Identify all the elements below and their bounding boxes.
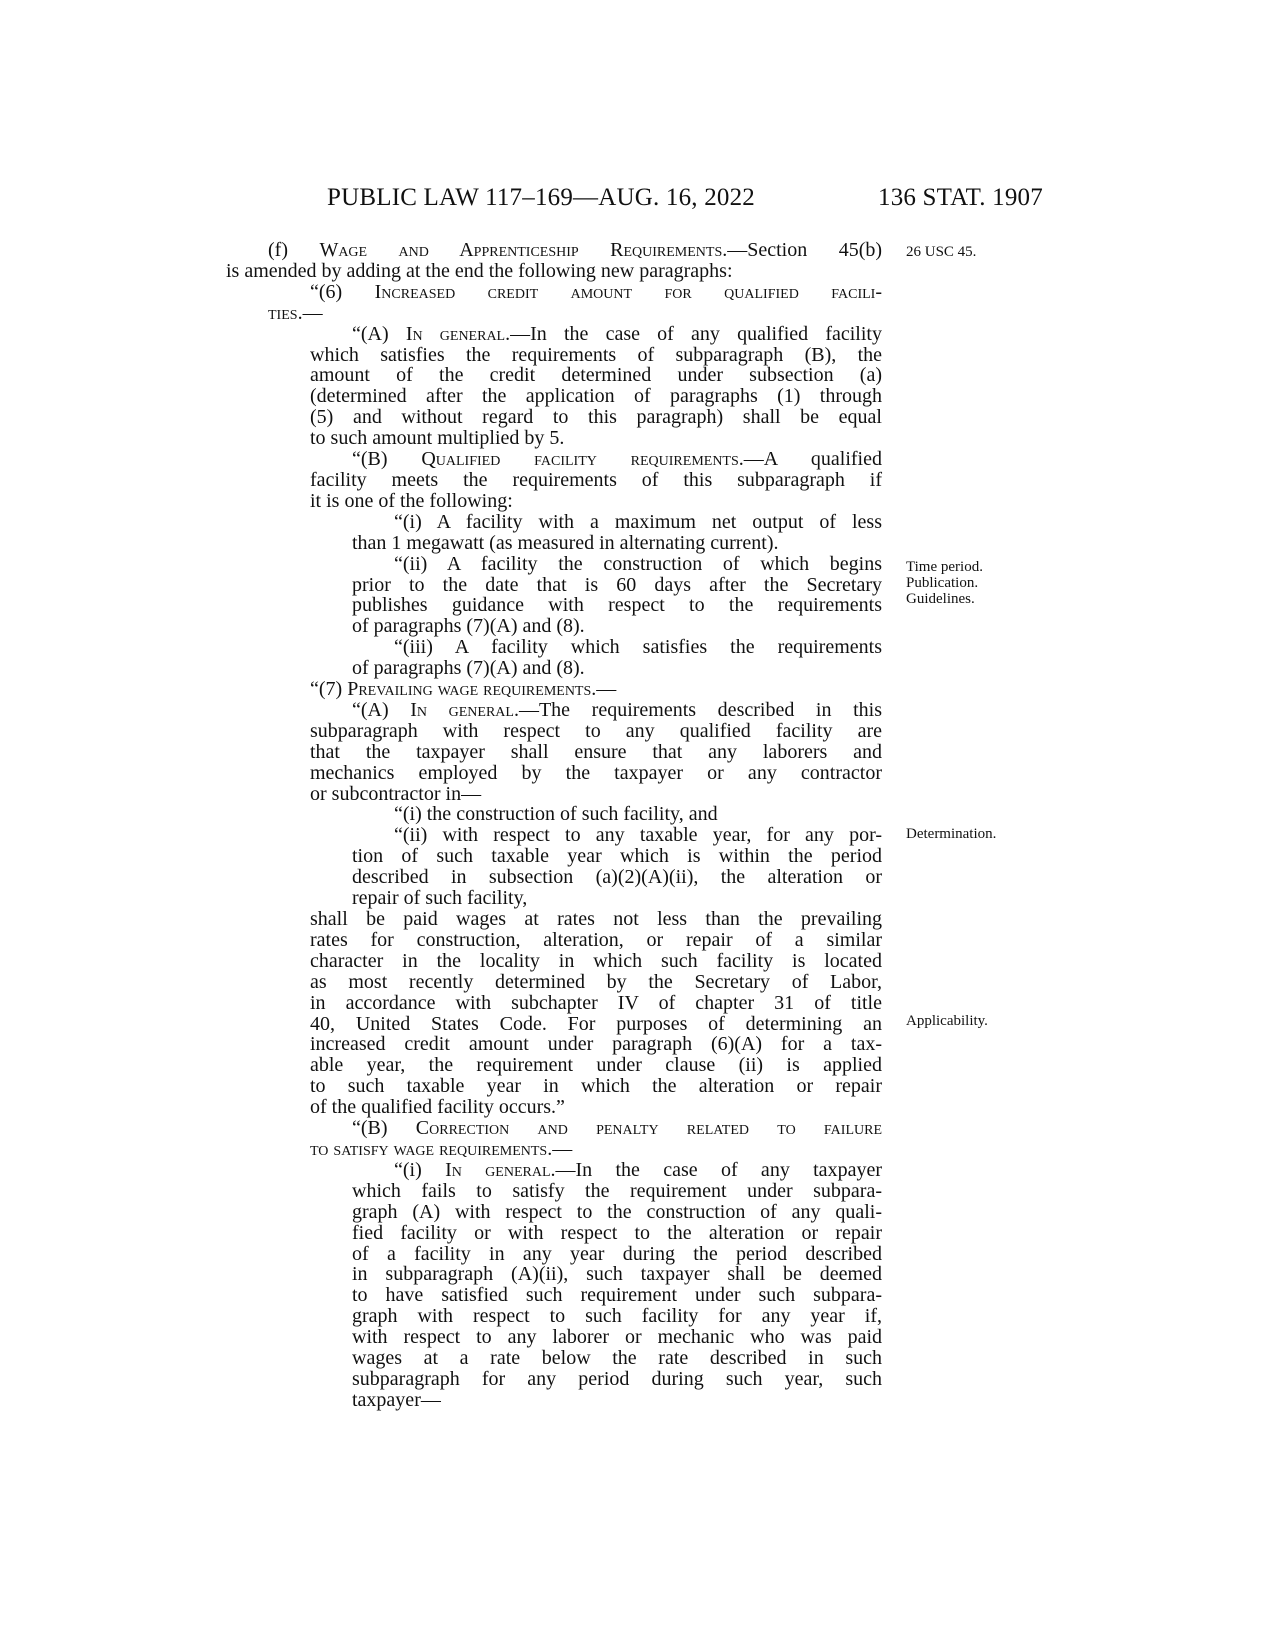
text-line: (5) and without regard to this paragraph) shall be equal (310, 406, 882, 429)
text-line: (determined after the application of paragraphs (1) through (310, 385, 882, 408)
text-line: subparagraph for any period during such year, such (352, 1367, 882, 1390)
text-line: “(ii) A facility the construction of which begins (394, 552, 882, 575)
text-line: “(i) In general.—In the case of any taxpayer (394, 1158, 882, 1181)
text-line: character in the locality in which such facility is located (310, 949, 882, 972)
text-line: which fails to satisfy the requirement under subpara- (352, 1179, 882, 1202)
text-line: mechanics employed by the taxpayer or any contractor (310, 761, 882, 784)
text-line: it is one of the following: (310, 489, 513, 512)
text-line: shall be paid wages at rates not less than the prevailing (310, 908, 882, 930)
text-line: 40, United States Code. For purposes of determining an (310, 1012, 882, 1035)
text-line: fied facility or with respect to the alteration or repair (352, 1221, 882, 1244)
text-line: to have satisfied such requirement under such subpara- (352, 1284, 882, 1307)
text-line: which satisfies the requirements of subparagraph (B), the (310, 343, 882, 366)
margin-note-line: Guidelines. (906, 591, 975, 607)
text-line: facility meets the requirements of this subparagraph if (310, 468, 882, 491)
text-line: “(B) Correction and penalty related to failure (352, 1117, 882, 1140)
text-line: as most recently determined by the Secretary of Labor, (310, 970, 882, 993)
text-line: tion of such taxable year which is within the period (352, 845, 882, 868)
text-line: of the qualified facility occurs.” (310, 1096, 565, 1119)
text-line: (f) Wage and Apprenticeship Requirements.—Section 45(b) (268, 239, 883, 261)
text-line: is amended by adding at the end the following new paragraphs: (226, 259, 733, 282)
text-line: described in subsection (a)(2)(A)(ii), the alteration or (352, 866, 882, 889)
text-line: “(7) Prevailing wage requirements.— (310, 678, 617, 701)
text-line: to such amount multiplied by 5. (310, 427, 565, 450)
text-line: amount of the credit determined under subsection (a) (310, 364, 882, 387)
text-line: in subparagraph (A)(ii), such taxpayer shall be deemed (352, 1263, 882, 1286)
text-line: of paragraphs (7)(A) and (8). (352, 615, 585, 638)
text-line: that the taxpayer shall ensure that any laborers and (310, 740, 882, 763)
statute-body-text (226, 240, 882, 1411)
text-line: taxpayer— (352, 1388, 441, 1411)
text-line: of a facility in any year during the period described (352, 1242, 882, 1265)
text-line: “(B) Qualified facility requirements.—A qualified (352, 448, 882, 471)
text-line: “(i) the construction of such facility, and (394, 803, 718, 826)
text-line: ties.— (268, 301, 323, 324)
running-header-title: PUBLIC LAW 117–169—AUG. 16, 2022 (327, 184, 756, 211)
text-line: “(A) In general.—The requirements described in this (352, 698, 882, 721)
text-line: “(A) In general.—In the case of any qualified facility (352, 322, 882, 345)
text-line: increased credit amount under paragraph (6)(A) for a tax- (310, 1033, 882, 1056)
text-line: of paragraphs (7)(A) and (8). (352, 657, 585, 680)
text-line: publishes guidance with respect to the requirements (352, 594, 882, 617)
margin-note-usc: 26 USC 45. (906, 244, 977, 260)
margin-note-line: Publication. (906, 575, 979, 591)
text-line: to such taxable year in which the alteration or repair (310, 1075, 882, 1098)
running-header-stat-page: 136 STAT. 1907 (878, 184, 1043, 211)
text-line: repair of such facility, (352, 887, 528, 910)
text-line: graph (A) with respect to the construction of any quali- (352, 1200, 882, 1223)
margin-note-line: Time period. (906, 559, 983, 575)
text-line: than 1 megawatt (as measured in alternating current). (352, 531, 779, 554)
text-line: rates for construction, alteration, or repair of a similar (310, 928, 882, 951)
margin-note-applicability: Applicability. (906, 1013, 988, 1029)
text-line: subparagraph with respect to any qualified facility are (310, 719, 882, 742)
text-line: prior to the date that is 60 days after the Secretary (352, 573, 882, 596)
margin-note-determination: Determination. (906, 826, 997, 842)
text-line: able year, the requirement under clause (ii) is applied (310, 1054, 882, 1077)
margin-note-time-period (906, 559, 983, 607)
text-line: to satisfy wage requirements.— (310, 1137, 573, 1160)
text-line: in accordance with subchapter IV of chapter 31 of title (310, 991, 882, 1014)
text-line: or subcontractor in— (310, 782, 482, 805)
text-line: “(i) A facility with a maximum net output of less (394, 510, 882, 533)
text-line: “(ii) with respect to any taxable year, for any por- (394, 824, 882, 847)
text-line: graph with respect to such facility for any year if, (352, 1305, 882, 1328)
text-line: “(6) Increased credit amount for qualified facili- (310, 280, 882, 303)
text-line: “(iii) A facility which satisfies the requirements (394, 636, 882, 659)
text-line: wages at a rate below the rate described in such (352, 1347, 882, 1370)
text-line: with respect to any laborer or mechanic who was paid (352, 1326, 882, 1349)
